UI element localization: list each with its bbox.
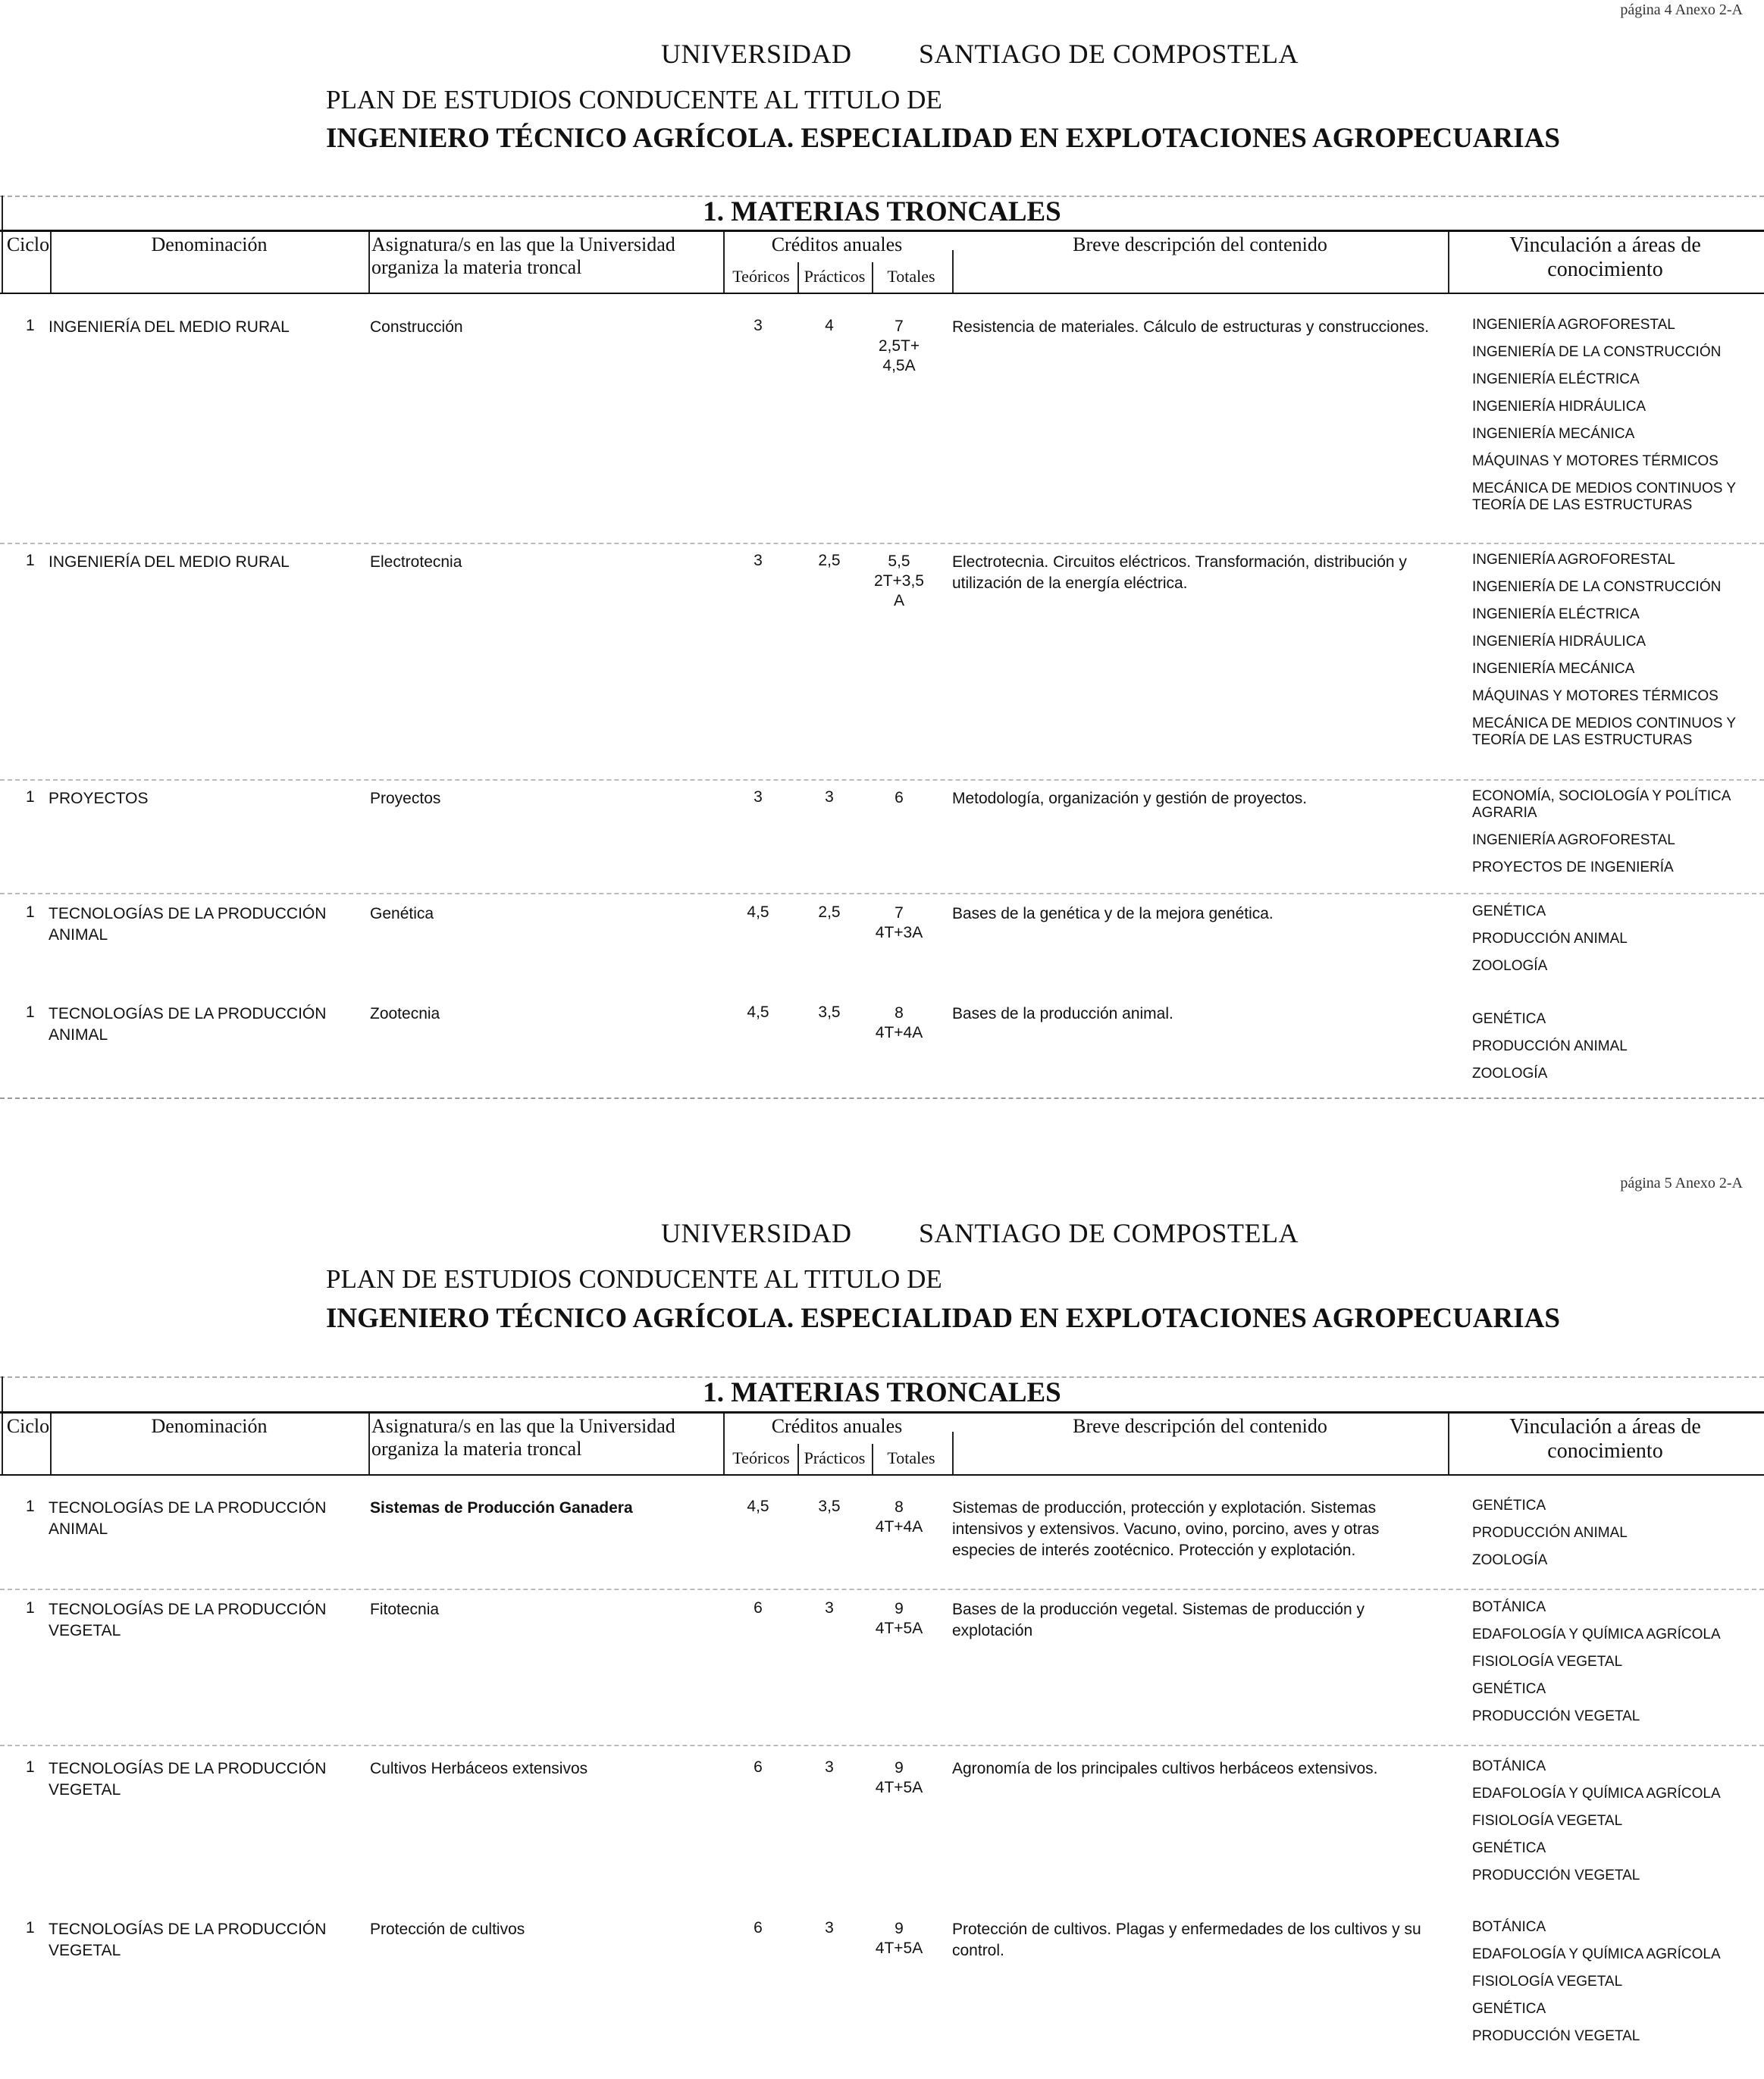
col-divider bbox=[368, 232, 370, 293]
area-item: EDAFOLOGÍA Y QUÍMICA AGRÍCOLA bbox=[1472, 1786, 1721, 1802]
row-denominacion: PROYECTOS bbox=[49, 790, 149, 807]
row-practicos: 3,5 bbox=[818, 1498, 841, 1515]
row-ciclo: 1 bbox=[26, 1003, 35, 1021]
row-denominacion: TECNOLOGÍAS DE LA PRODUCCIÓN ANIMAL bbox=[49, 1005, 327, 1044]
header-totales: Totales bbox=[887, 1448, 935, 1467]
row-denominacion: TECNOLOGÍAS DE LA PRODUCCIÓN ANIMAL bbox=[49, 1499, 327, 1538]
row-denominacion: TECNOLOGÍAS DE LA PRODUCCIÓN VEGETAL bbox=[49, 1760, 327, 1799]
area-item: INGENIERÍA ELÉCTRICA bbox=[1472, 371, 1640, 387]
area-item: MECÁNICA DE MEDIOS CONTINUOS Y TEORÍA DE LAS ESTRUCTURAS bbox=[1472, 481, 1736, 513]
area-item: MECÁNICA DE MEDIOS CONTINUOS Y TEORÍA DE LAS ESTRUCTURAS bbox=[1472, 715, 1736, 748]
row-denominacion: TECNOLOGÍAS DE LA PRODUCCIÓN VEGETAL bbox=[49, 1921, 327, 1959]
row-asignatura: Proyectos bbox=[370, 790, 441, 807]
row-teoricos: 3 bbox=[754, 552, 763, 569]
row-teoricos: 4,5 bbox=[747, 1003, 769, 1021]
area-item: BOTÁNICA bbox=[1472, 1599, 1546, 1615]
header-vinculacion-line1: Vinculación a áreas de bbox=[1509, 233, 1701, 257]
degree-title: INGENIERO TÉCNICO AGRÍCOLA. ESPECIALIDAD EN EXPLOTACIONES AGROPECUARIAS bbox=[326, 123, 1560, 154]
row-descripcion: Bases de la producción vegetal. Sistemas de producción y explotación bbox=[952, 1601, 1365, 1639]
row-practicos: 2,5 bbox=[818, 552, 841, 569]
row-descripcion: Metodología, organización y gestión de proyectos. bbox=[952, 790, 1308, 807]
area-item: PRODUCCIÓN ANIMAL bbox=[1472, 1038, 1628, 1054]
row-teoricos: 3 bbox=[754, 788, 763, 806]
area-item: INGENIERÍA AGROFORESTAL bbox=[1472, 832, 1675, 848]
row-totales-value: 7 bbox=[895, 318, 904, 335]
row-asignatura: Fitotecnia bbox=[370, 1601, 440, 1618]
header-ciclo: Ciclo bbox=[6, 1415, 50, 1437]
row-teoricos: 6 bbox=[754, 1758, 763, 1776]
row-teoricos: 4,5 bbox=[747, 903, 769, 921]
row-practicos: 3 bbox=[825, 1919, 834, 1937]
header-bottom-rule bbox=[0, 293, 1764, 294]
row-ciclo: 1 bbox=[26, 788, 35, 806]
area-item: EDAFOLOGÍA Y QUÍMICA AGRÍCOLA bbox=[1472, 1627, 1721, 1642]
row-totales bbox=[863, 903, 935, 943]
area-item: GENÉTICA bbox=[1472, 903, 1546, 919]
row-descripcion: Protección de cultivos. Plagas y enfermedades de los cultivos y su control. bbox=[952, 1921, 1421, 1959]
row-totales bbox=[863, 1919, 935, 1958]
row-practicos: 3 bbox=[825, 1599, 834, 1617]
row-ciclo: 1 bbox=[26, 1758, 35, 1776]
row-totales-value: 7 bbox=[895, 904, 904, 922]
header-teoricos: Teóricos bbox=[732, 1448, 790, 1467]
area-item: GENÉTICA bbox=[1472, 2001, 1546, 2017]
row-totales-detail: 4T+4A bbox=[875, 1518, 923, 1536]
row-descripcion: Bases de la producción animal. bbox=[952, 1005, 1173, 1022]
row-areas bbox=[1472, 1599, 1760, 1736]
row-descripcion: Sistemas de producción, protección y explotación. Sistemas intensivos y extensivos. Vacuno, ovino, porcino, aves y otras especies de interés zootécnico. Protección y explotación. bbox=[952, 1499, 1380, 1559]
area-item: BOTÁNICA bbox=[1472, 1919, 1546, 1935]
row-asignatura: Zootecnia bbox=[370, 1005, 440, 1022]
university-label: UNIVERSIDAD bbox=[661, 1218, 852, 1248]
row-areas bbox=[1472, 1498, 1760, 1580]
row-areas bbox=[1472, 1919, 1760, 2056]
row-descripcion: Resistencia de materiales. Cálculo de estructuras y construcciones. bbox=[952, 318, 1430, 336]
page-end-rule bbox=[0, 1097, 1764, 1099]
row-practicos: 3 bbox=[825, 788, 834, 806]
col-divider bbox=[952, 1432, 954, 1474]
row-ciclo: 1 bbox=[26, 552, 35, 569]
row-totales bbox=[863, 1599, 935, 1639]
page-number: página 4 Anexo 2-A bbox=[1620, 2, 1743, 18]
page-number: página 5 Anexo 2-A bbox=[1620, 1175, 1743, 1191]
row-descripcion: Bases de la genética y de la mejora genética. bbox=[952, 905, 1274, 922]
area-item: INGENIERÍA ELÉCTRICA bbox=[1472, 606, 1640, 622]
area-item: MÁQUINAS Y MOTORES TÉRMICOS bbox=[1472, 688, 1719, 704]
header-descripcion: Breve descripción del contenido bbox=[1073, 1415, 1327, 1437]
row-totales-value: 9 bbox=[895, 1600, 904, 1617]
row-asignatura: Electrotecnia bbox=[370, 553, 462, 571]
row-areas bbox=[1472, 317, 1760, 524]
header-asignatura bbox=[371, 1415, 720, 1461]
row-asignatura: Cultivos Herbáceos extensivos bbox=[370, 1760, 588, 1777]
degree-title: INGENIERO TÉCNICO AGRÍCOLA. ESPECIALIDAD EN EXPLOTACIONES AGROPECUARIAS bbox=[326, 1303, 1560, 1334]
university-name: SANTIAGO DE COMPOSTELA bbox=[919, 39, 1299, 69]
header-vinculacion-line2: conocimiento bbox=[1547, 1439, 1663, 1463]
row-areas bbox=[1472, 1011, 1760, 1093]
row-ciclo: 1 bbox=[26, 1919, 35, 1937]
header-totales: Totales bbox=[887, 267, 935, 286]
row-totales-detail: 2,5T+4,5A bbox=[878, 337, 920, 374]
header-bottom-rule bbox=[0, 1474, 1764, 1476]
plan-line: PLAN DE ESTUDIOS CONDUCENTE AL TITULO DE bbox=[326, 1264, 942, 1294]
area-item: GENÉTICA bbox=[1472, 1681, 1546, 1697]
area-item: INGENIERÍA MECÁNICA bbox=[1472, 426, 1635, 442]
header-ciclo: Ciclo bbox=[6, 233, 50, 255]
row-practicos: 3 bbox=[825, 1758, 834, 1776]
col-divider bbox=[368, 1414, 370, 1474]
row-practicos: 4 bbox=[825, 317, 834, 334]
header-asignatura-line2: organiza la materia troncal bbox=[371, 256, 582, 278]
row-totales-value: 5,5 bbox=[888, 553, 910, 570]
university-name: SANTIAGO DE COMPOSTELA bbox=[919, 1218, 1299, 1248]
row-totales bbox=[863, 317, 935, 376]
area-item: FISIOLOGÍA VEGETAL bbox=[1472, 1813, 1623, 1829]
area-item: PROYECTOS DE INGENIERÍA bbox=[1472, 859, 1674, 875]
row-totales-detail: 2T+3,5A bbox=[874, 572, 924, 609]
row-teoricos: 4,5 bbox=[747, 1498, 769, 1515]
university-label: UNIVERSIDAD bbox=[661, 39, 852, 69]
row-asignatura: Genética bbox=[370, 905, 434, 922]
header-vinculacion-line1: Vinculación a áreas de bbox=[1509, 1415, 1701, 1439]
row-teoricos: 6 bbox=[754, 1919, 763, 1937]
document-page bbox=[0, 1167, 1764, 2079]
col-divider bbox=[952, 250, 954, 293]
header-creditos: Créditos anuales bbox=[771, 233, 903, 255]
row-totales-detail: 4T+5A bbox=[875, 1779, 923, 1796]
area-item: INGENIERÍA DE LA CONSTRUCCIÓN bbox=[1472, 579, 1722, 595]
header-asignatura-line1: Asignatura/s en las que la Universidad bbox=[371, 1415, 675, 1437]
row-totales-value: 8 bbox=[895, 1498, 904, 1516]
row-totales-value: 6 bbox=[895, 789, 904, 806]
row-teoricos: 3 bbox=[754, 317, 763, 334]
area-item: PRODUCCIÓN ANIMAL bbox=[1472, 931, 1628, 947]
row-totales bbox=[863, 552, 935, 611]
header-teoricos: Teóricos bbox=[732, 267, 790, 286]
row-descripcion: Electrotecnia. Circuitos eléctricos. Transformación, distribución y utilización de la energía eléctrica. bbox=[952, 553, 1407, 592]
header-practicos: Prácticos bbox=[804, 267, 866, 286]
area-item: INGENIERÍA HIDRÁULICA bbox=[1472, 634, 1647, 650]
header-descripcion: Breve descripción del contenido bbox=[1073, 233, 1327, 255]
area-item: GENÉTICA bbox=[1472, 1498, 1546, 1514]
section-title: 1. MATERIAS TRONCALES bbox=[703, 196, 1061, 227]
plan-line: PLAN DE ESTUDIOS CONDUCENTE AL TITULO DE bbox=[326, 85, 942, 114]
row-areas bbox=[1472, 552, 1760, 759]
section-title: 1. MATERIAS TRONCALES bbox=[703, 1377, 1061, 1408]
row-practicos: 2,5 bbox=[818, 903, 841, 921]
row-totales-detail: 4T+5A bbox=[875, 1620, 923, 1637]
row-asignatura: Protección de cultivos bbox=[370, 1921, 525, 1938]
row-denominacion: TECNOLOGÍAS DE LA PRODUCCIÓN VEGETAL bbox=[49, 1601, 327, 1639]
row-totales bbox=[863, 1498, 935, 1537]
row-asignatura: Construcción bbox=[370, 318, 463, 336]
row-separator bbox=[0, 779, 1764, 781]
row-denominacion: INGENIERÍA DEL MEDIO RURAL bbox=[49, 553, 290, 571]
row-areas bbox=[1472, 1758, 1760, 1895]
header-rule bbox=[0, 230, 1764, 232]
row-ciclo: 1 bbox=[26, 1498, 35, 1515]
area-item: GENÉTICA bbox=[1472, 1011, 1546, 1027]
area-item: ZOOLOGÍA bbox=[1472, 1552, 1548, 1568]
area-item: INGENIERÍA DE LA CONSTRUCCIÓN bbox=[1472, 344, 1722, 360]
area-item: ZOOLOGÍA bbox=[1472, 958, 1548, 974]
row-denominacion: INGENIERÍA DEL MEDIO RURAL bbox=[49, 318, 290, 336]
row-descripcion: Agronomía de los principales cultivos herbáceos extensivos. bbox=[952, 1760, 1378, 1777]
row-totales-value: 9 bbox=[895, 1920, 904, 1937]
row-ciclo: 1 bbox=[26, 1599, 35, 1617]
area-item: FISIOLOGÍA VEGETAL bbox=[1472, 1654, 1623, 1670]
row-separator bbox=[0, 543, 1764, 544]
header-denominacion: Denominación bbox=[151, 1415, 268, 1437]
area-item: ECONOMÍA, SOCIOLOGÍA Y POLÍTICA AGRARIA bbox=[1472, 788, 1731, 821]
area-item: INGENIERÍA AGROFORESTAL bbox=[1472, 317, 1675, 333]
row-separator bbox=[0, 1745, 1764, 1746]
row-asignatura: Sistemas de Producción Ganadera bbox=[370, 1499, 633, 1517]
row-totales bbox=[863, 1758, 935, 1798]
row-teoricos: 6 bbox=[754, 1599, 763, 1617]
area-item: BOTÁNICA bbox=[1472, 1758, 1546, 1774]
area-item: PRODUCCIÓN ANIMAL bbox=[1472, 1525, 1628, 1541]
header-vinculacion bbox=[1448, 1415, 1762, 1464]
row-ciclo: 1 bbox=[26, 903, 35, 921]
row-areas bbox=[1472, 903, 1760, 985]
row-totales-value: 8 bbox=[895, 1004, 904, 1022]
row-totales-detail: 4T+4A bbox=[875, 1024, 923, 1041]
area-item: INGENIERÍA MECÁNICA bbox=[1472, 661, 1635, 677]
header-vinculacion-line2: conocimiento bbox=[1547, 258, 1663, 281]
row-separator bbox=[0, 1589, 1764, 1590]
header-denominacion: Denominación bbox=[151, 233, 268, 255]
header-creditos: Créditos anuales bbox=[771, 1415, 903, 1437]
header-asignatura-line1: Asignatura/s en las que la Universidad bbox=[371, 233, 675, 255]
header-rule bbox=[0, 1411, 1764, 1414]
row-totales-detail: 4T+3A bbox=[875, 924, 923, 941]
area-item: INGENIERÍA AGROFORESTAL bbox=[1472, 552, 1675, 568]
row-separator bbox=[0, 893, 1764, 894]
row-totales bbox=[863, 1003, 935, 1043]
header-practicos: Prácticos bbox=[804, 1448, 866, 1467]
row-totales bbox=[863, 788, 935, 808]
row-denominacion: TECNOLOGÍAS DE LA PRODUCCIÓN ANIMAL bbox=[49, 905, 327, 944]
area-item: MÁQUINAS Y MOTORES TÉRMICOS bbox=[1472, 453, 1719, 469]
area-item: GENÉTICA bbox=[1472, 1840, 1546, 1856]
row-ciclo: 1 bbox=[26, 317, 35, 334]
area-item: ZOOLOGÍA bbox=[1472, 1066, 1548, 1082]
header-asignatura bbox=[371, 233, 720, 279]
area-item: FISIOLOGÍA VEGETAL bbox=[1472, 1974, 1623, 1990]
row-areas bbox=[1472, 788, 1760, 887]
area-item: PRODUCCIÓN VEGETAL bbox=[1472, 1868, 1640, 1883]
row-totales-detail: 4T+5A bbox=[875, 1940, 923, 1957]
area-item: PRODUCCIÓN VEGETAL bbox=[1472, 2028, 1640, 2044]
row-totales-value: 9 bbox=[895, 1759, 904, 1777]
header-asignatura-line2: organiza la materia troncal bbox=[371, 1438, 582, 1460]
area-item: EDAFOLOGÍA Y QUÍMICA AGRÍCOLA bbox=[1472, 1946, 1721, 1962]
area-item: INGENIERÍA HIDRÁULICA bbox=[1472, 399, 1647, 415]
area-item: PRODUCCIÓN VEGETAL bbox=[1472, 1708, 1640, 1724]
row-practicos: 3,5 bbox=[818, 1003, 841, 1021]
header-vinculacion bbox=[1448, 233, 1762, 282]
